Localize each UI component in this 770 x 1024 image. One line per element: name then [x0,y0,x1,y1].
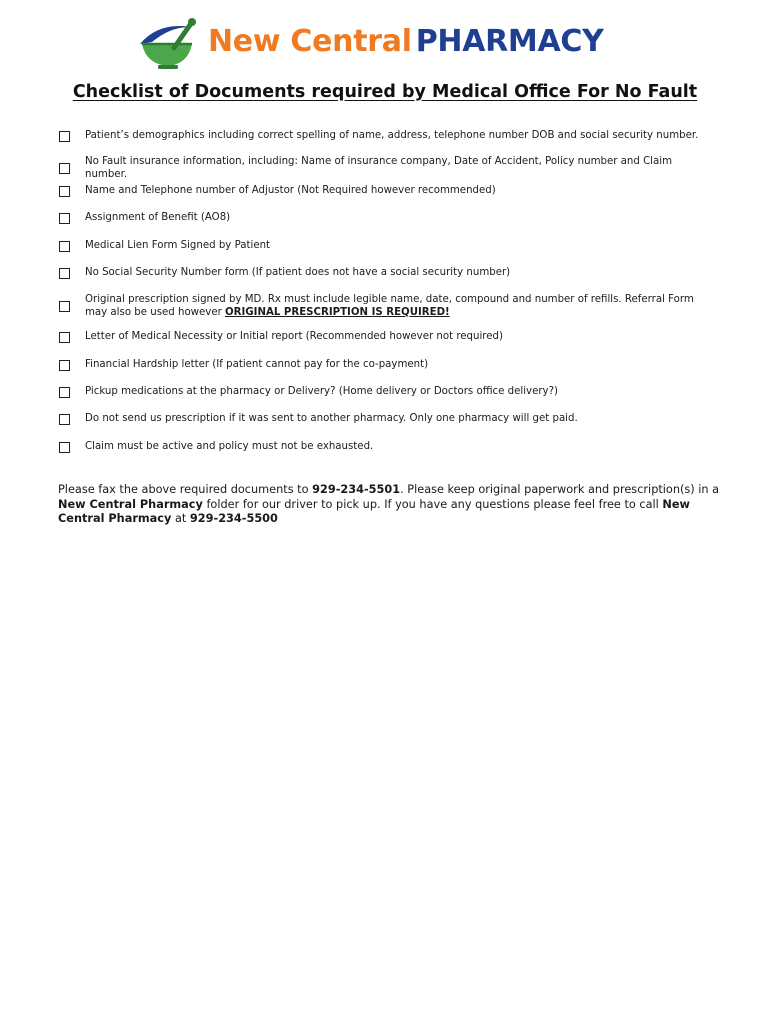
checkbox[interactable] [59,414,70,425]
page-title: Checklist of Documents required by Medical Office For No Fault [72,82,698,102]
checkbox[interactable] [59,213,70,224]
checklist-item-text: Financial Hardship letter (If patient cannot pay for the co-payment) [85,359,429,370]
pharmacy-logo [134,14,654,70]
phone-number: 929-234-5500 [189,512,278,525]
fax-text: at [171,512,190,525]
fax-text: Please fax the above required documents to [58,483,313,496]
checklist-item-text: Assignment of Benefit (AO8) [85,212,231,223]
checklist-item-text [85,294,717,319]
checkbox[interactable] [59,131,70,142]
checklist-item-text: Claim must be active and policy must not be exhausted. [85,441,374,452]
checklist-item-text: Pickup medications at the pharmacy or Delivery? (Home delivery or Doctors office delivery?) [85,386,558,397]
checkbox[interactable] [59,163,70,174]
fax-instructions [58,483,736,527]
checkbox[interactable] [59,186,70,197]
checkbox[interactable] [59,360,70,371]
mortar-and-pestle-icon [134,14,204,70]
checklist-item-text: Name and Telephone number of Adjustor (Not Required however recommended) [85,185,496,196]
folder-name: New Central Pharmacy [58,497,203,511]
required-notice: ORIGINAL PRESCRIPTION IS REQUIRED! [225,306,450,318]
checklist-item-body: Original prescription signed by MD. Rx must include legible name, date, compound and number of refills. Referral Form may also be used however [85,294,694,318]
checkbox[interactable] [59,332,70,343]
checklist-item-text: No Fault insurance information, including: Name of insurance company, Date of Accident, Policy number and Claim number. [85,156,673,180]
logo-wordmark [208,24,604,59]
checklist-item-text: Letter of Medical Necessity or Initial report (Recommended however not required) [85,331,503,342]
fax-text: folder for our driver to pick up. If you have any questions please feel free to call [202,497,663,511]
logo-word-new-central: New Central [208,24,412,59]
checkbox[interactable] [59,387,70,398]
fax-text: . Please keep original paperwork and prescription(s) in a [400,483,720,496]
checklist-item-text: Patient’s demographics including correct spelling of name, address, telephone number DOB and social security number. [85,130,699,141]
logo-word-pharmacy: PHARMACY [415,24,604,59]
checklist-item-text: No Social Security Number form (If patient does not have a social security number) [85,267,511,278]
pharmacy-name: New Central Pharmacy [58,497,690,525]
checkbox[interactable] [59,301,70,312]
checkbox[interactable] [59,241,70,252]
checklist-item-text: Do not send us prescription if it was sent to another pharmacy. Only one pharmacy will get paid. [85,413,578,424]
fax-number: 929-234-5501 [312,483,401,496]
checkbox[interactable] [59,442,70,453]
checkbox[interactable] [59,268,70,279]
checklist-item-text: Medical Lien Form Signed by Patient [85,240,271,251]
